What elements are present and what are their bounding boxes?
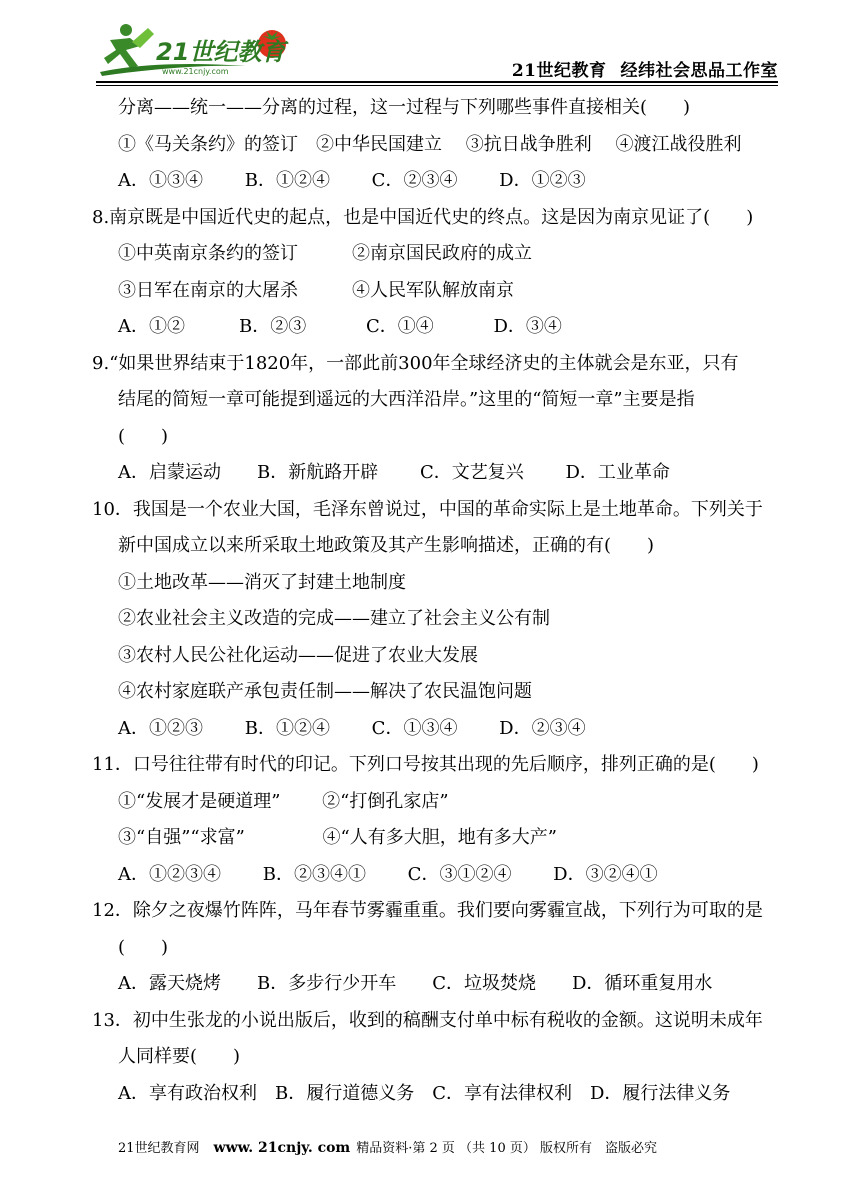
logo	[96, 20, 296, 78]
answer-options: A．①②③④ B．②③④① C．③①②④ D．③②④①	[118, 863, 658, 885]
document-body	[92, 90, 798, 1112]
text-line: 结尾的简短一章可能提到遥远的大西洋沿岸。”这里的“简短一章”主要是指	[118, 389, 695, 410]
answer-options: A．①③④ B．①②④ C．②③④ D．①②③	[118, 170, 586, 191]
answer-options: A．①② B．②③ C．①④ D．③④	[118, 316, 562, 337]
svg-text:www.21cnjy.com: www.21cnjy.com	[162, 67, 229, 76]
header-title	[498, 56, 778, 81]
text-line: ④农村家庭联产承包责任制——解决了农民温饱问题	[118, 681, 532, 702]
question-9: 9.“如果世界结束于1820年，一部此前300年全球经济史的主体就会是东亚，只有	[92, 352, 739, 374]
text-line: 分离——统一——分离的过程，这一过程与下列哪些事件直接相关( )	[118, 97, 691, 118]
logo-icon	[96, 20, 296, 78]
text-line: ③日军在南京的大屠杀 ④人民军队解放南京	[118, 279, 514, 301]
text-line: ①土地改革——消灭了封建土地制度	[118, 571, 406, 593]
text-line: ③农村人民公社化运动——促进了农业大发展	[118, 644, 478, 666]
svg-text:21世纪教育: 21世纪教育	[156, 38, 286, 66]
answer-options: A．启蒙运动 B．新航路开辟 C．文艺复兴 D．工业革命	[118, 462, 670, 483]
text-line: ②农业社会主义改造的完成——建立了社会主义公有制	[118, 608, 550, 629]
question-8: 8.南京既是中国近代史的起点，也是中国近代史的终点。这是因为南京见证了( )	[92, 206, 754, 228]
text-line: ③“自强”“求富” ④“人有多大胆，地有多大产”	[118, 827, 557, 848]
footer-info: 精品资料·第 2 页 （共 10 页） 版权所有 盗版必究	[356, 1141, 657, 1156]
footer-site: 21世纪教育网	[118, 1141, 200, 1156]
header-studio: 经纬社会思品工作室	[620, 61, 778, 81]
header-rule	[96, 81, 778, 83]
question-10: 10．我国是一个农业大国，毛泽东曾说过，中国的革命实际上是土地革命。下列关于	[92, 498, 763, 520]
question-11: 11．口号往往带有时代的印记。下列口号按其出现的先后顺序，排列正确的是( )	[92, 754, 759, 775]
text-line: ①中英南京条约的签订 ②南京国民政府的成立	[118, 243, 532, 264]
text-line: 人同样要( )	[118, 1046, 241, 1067]
header-org: 21世纪教育	[511, 61, 607, 81]
text-line: ( )	[118, 425, 169, 447]
question-13: 13．初中生张龙的小说出版后，收到的稿酬支付单中标有税收的金额。这说明未成年	[92, 1009, 763, 1031]
text-line: ①“发展才是硬道理” ②“打倒孔家店”	[118, 790, 449, 812]
question-12: 12．除夕之夜爆竹阵阵，马年春节雾霾重重。我们要向雾霾宣战，下列行为可取的是	[92, 900, 763, 921]
answer-options: A．露天烧烤 B．多步行少开车 C．垃圾焚烧 D．循环重复用水	[118, 973, 713, 994]
page-footer	[118, 1137, 657, 1156]
answer-options: A．①②③ B．①②④ C．①③④ D．②③④	[118, 717, 586, 739]
page-header	[96, 20, 778, 80]
text-line: 新中国成立以来所采取土地政策及其产生影响描述，正确的有( )	[118, 535, 655, 556]
text-line: ①《马关条约》的签订 ②中华民国建立 ③抗日战争胜利 ④渡江战役胜利	[118, 133, 742, 155]
header-rule-thin	[96, 85, 778, 86]
footer-url[interactable]: www. 21cnjy. com	[213, 1140, 351, 1156]
text-line: ( )	[118, 936, 169, 958]
answer-options: A．享有政治权利 B．履行道德义务 C．享有法律权利 D．履行法律义务	[118, 1082, 731, 1104]
